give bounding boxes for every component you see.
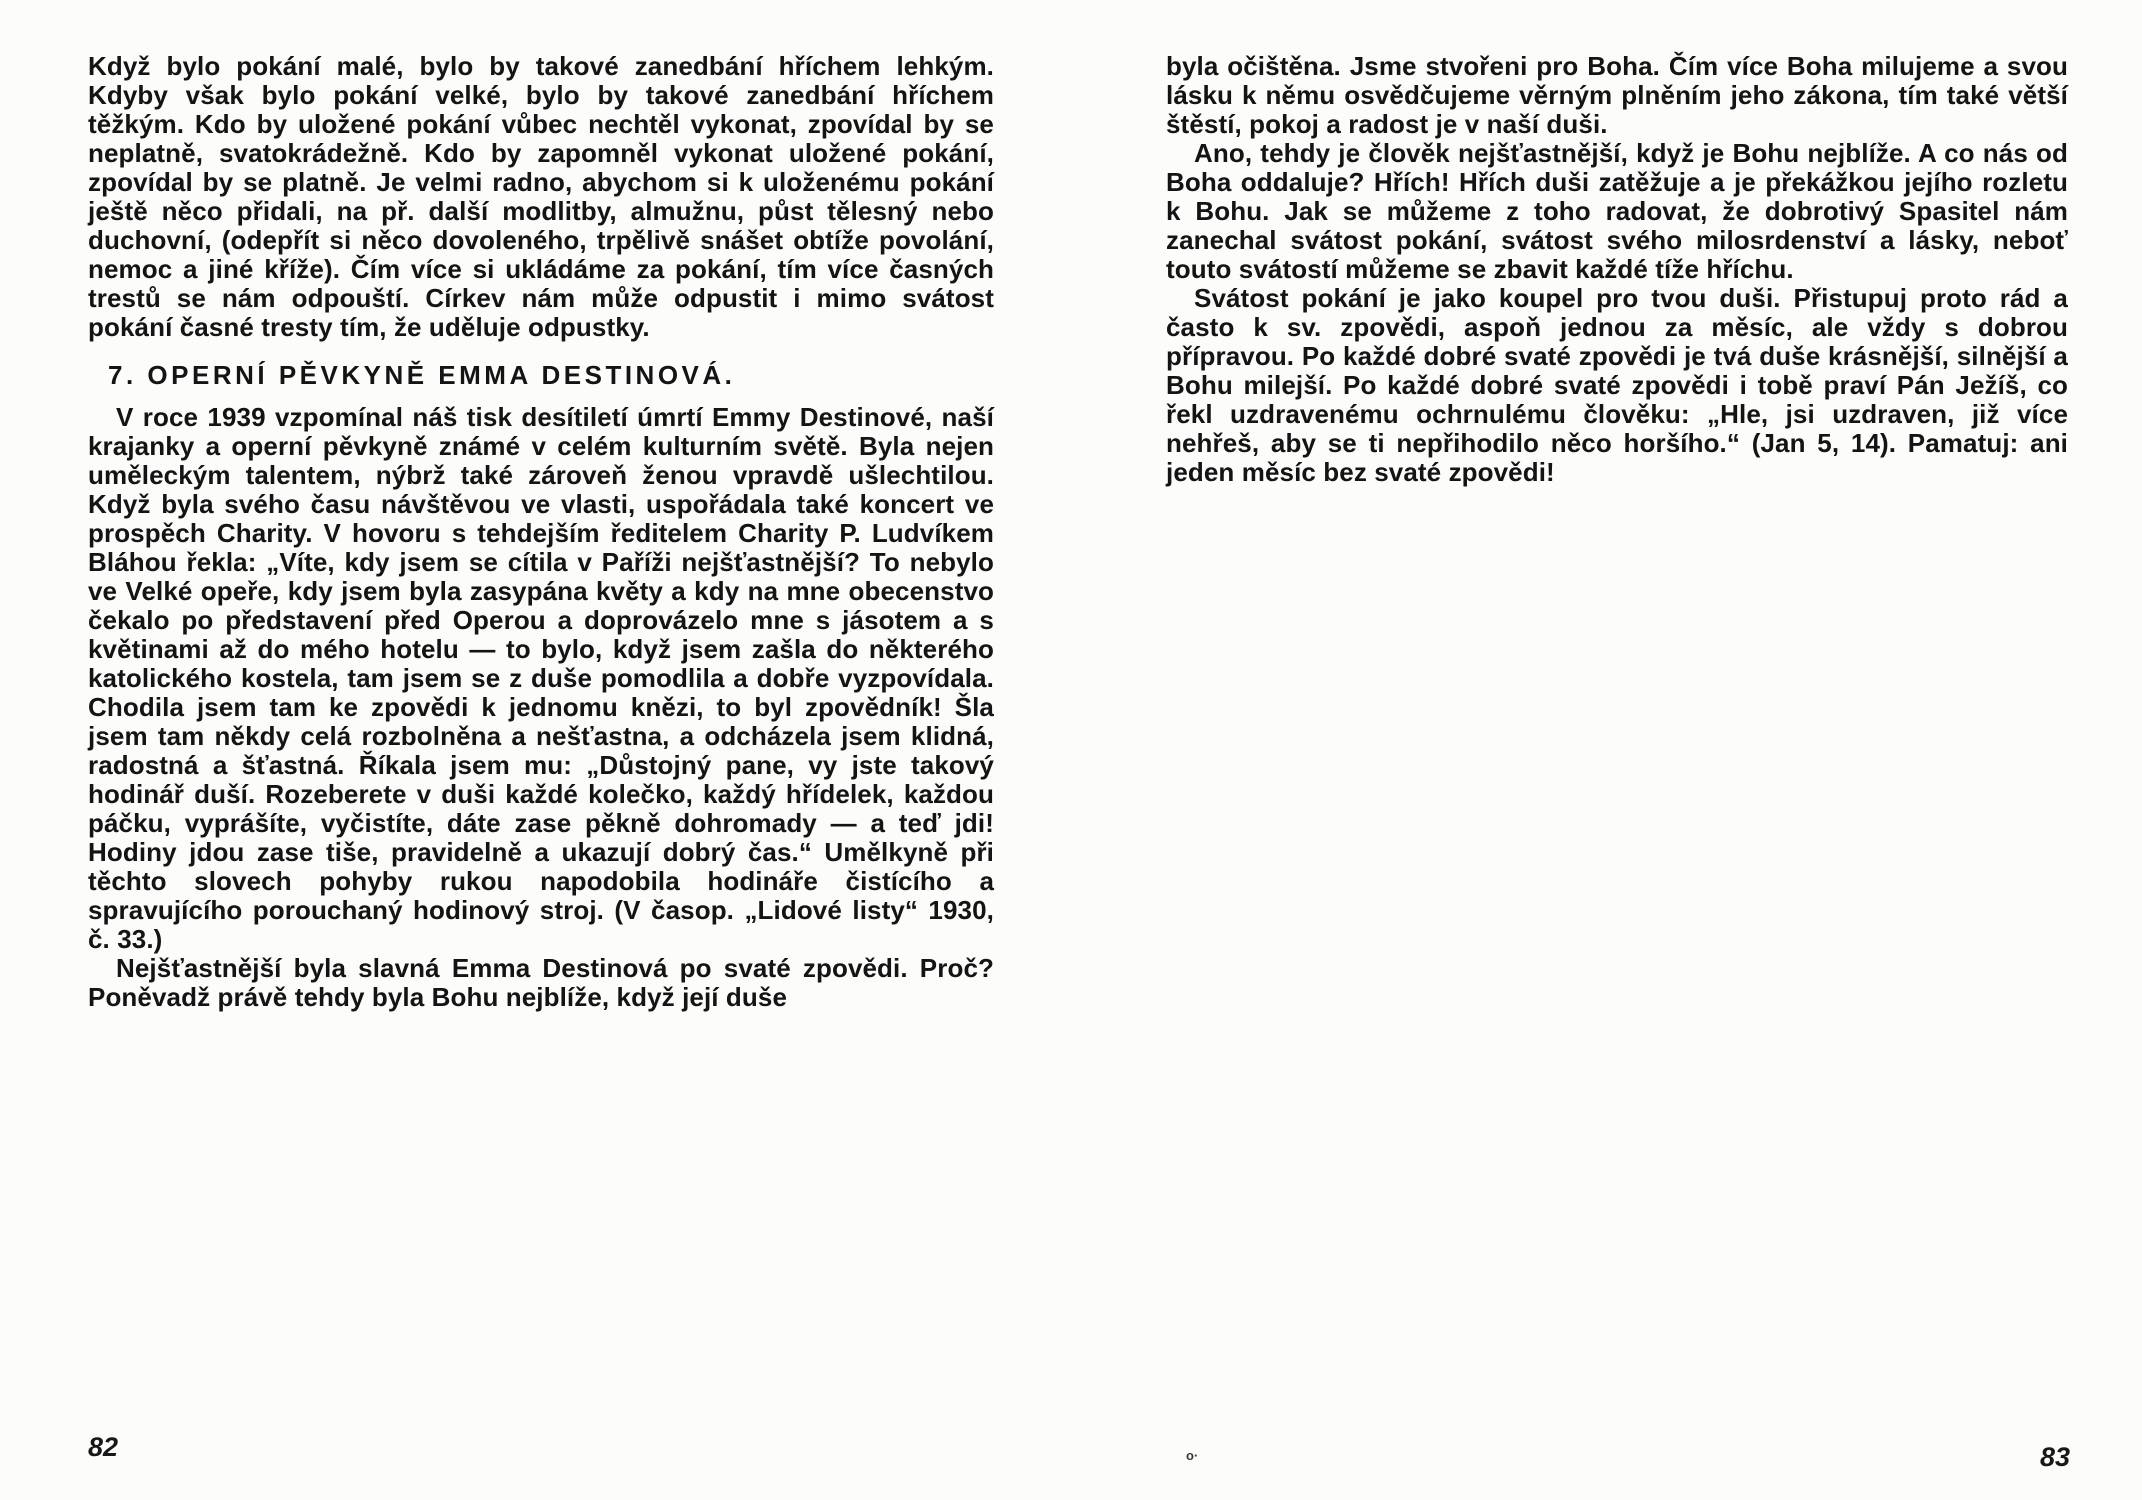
section-heading: 7. OPERNÍ PĚVKYNĚ EMMA DESTINOVÁ. [108, 360, 736, 390]
scan-artifact: o· [1186, 1448, 1199, 1463]
paragraph: Ano, tehdy je člověk nejšťastnější, když je Bohu nejblíže. A co nás od Boha oddaluje? Hřích! Hřích duši zatěžuje a je překážkou jejího rozletu k Bohu. Jak se můžeme z toho radovat, že dobrotivý Spasitel nám zanechal svátost pokání, svátost svého milosrdenství a lásky, neboť touto svátostí můžeme se zbavit každé tíže hříchu. [1166, 138, 2068, 284]
paragraph: Nejšťastnější byla slavná Emma Destinová po svaté zpovědi. Proč? Poněvadž právě tehdy byla Bohu nejblíže, když její duše [88, 953, 994, 1012]
paragraph: V roce 1939 vzpomínal náš tisk desítiletí úmrtí Emmy Destinové, naší krajanky a operní pěvkyně známé v celém kulturním světě. Byla nejen uměleckým talentem, nýbrž také zároveň ženou vpravdě ušlechtilou. Když byla svého času návštěvou ve vlasti, uspořádala také koncert ve prospěch Charity. V hovoru s tehdejším ředitelem Charity P. Ludvíkem Bláhou řekla: „Víte, kdy jsem se cítila v Paříži nejšťastnější? To nebylo ve Velké opeře, kdy jsem byla zasypána květy a kdy na mne obecenstvo čekalo po představení před Operou a doprovázelo mne s jásotem a s květinami až do mého hotelu — to bylo, když jsem zašla do některého katolického kostela, tam jsem se z duše pomodlila a dobře vyzpovídala. Chodila jsem tam ke zpovědi k jednomu knězi, to byl zpovědník! Šla jsem tam někdy celá rozbolněna a nešťastna, a odcházela jsem klidná, radostná a šťastná. Říkala jsem mu: „Důstojný pane, vy jste takový hodinář duší. Rozeberete v duši každé kolečko, každý hřídelek, každou páčku, vyprášíte, vyčistíte, dáte zase pěkně dohromady — a teď jdi! Hodiny jdou zase tiše, pravidelně a ukazují dobrý čas.“ Umělkyně při těchto slovech pohyby rukou napodobila hodináře čistícího a spravujícího porouchaný hodinový stroj. (V časop. „Lidové listy“ 1930, č. 33.) [88, 402, 994, 954]
page-number-right: 83 [2040, 1442, 2071, 1472]
paragraph: byla očištěna. Jsme stvořeni pro Boha. Čím více Boha milujeme a svou lásku k němu osvědčujeme věrným plněním jeho zákona, tím také větší štěstí, pokoj a radost je v naší duši. [1166, 51, 2068, 139]
left-page [88, 52, 994, 1012]
page-number-left: 82 [88, 1432, 119, 1462]
paragraph: Svátost pokání je jako koupel pro tvou duši. Přistupuj proto rád a často k sv. zpovědi, aspoň jednou za měsíc, ale vždy s dobrou přípravou. Po každé dobré svaté zpovědi je tvá duše krásnější, silnější a Bohu milejší. Po každé dobré svaté zpovědi i tobě praví Pán Ježíš, co řekl uzdravenému ochrnulému člověku: „Hle, jsi uzdraven, již více nehřeš, aby se ti nepřihodilo něco horšího.“ (Jan 5, 14). Pamatuj: ani jeden měsíc bez svaté zpovědi! [1166, 283, 2068, 487]
right-page [1166, 52, 2068, 487]
paragraph: Když bylo pokání malé, bylo by takové zanedbání hříchem lehkým. Kdyby však bylo pokání velké, bylo by takové zanedbání hříchem těžkým. Kdo by uložené pokání vůbec nechtěl vykonat, zpovídal by se neplatně, svatokrádežně. Kdo by zapomněl vykonat uložené pokání, zpovídal by se platně. Je velmi radno, abychom si k uloženému pokání ještě něco přidali, na př. další modlitby, almužnu, půst tělesný nebo duchovní, (odepřít si něco dovoleného, trpělivě snášet obtíže povolání, nemoc a jiné kříže). Čím více si ukládáme za pokání, tím více časných trestů se nám odpouští. Církev nám může odpustit i mimo svátost pokání časné tresty tím, že uděluje odpustky. [88, 51, 994, 342]
